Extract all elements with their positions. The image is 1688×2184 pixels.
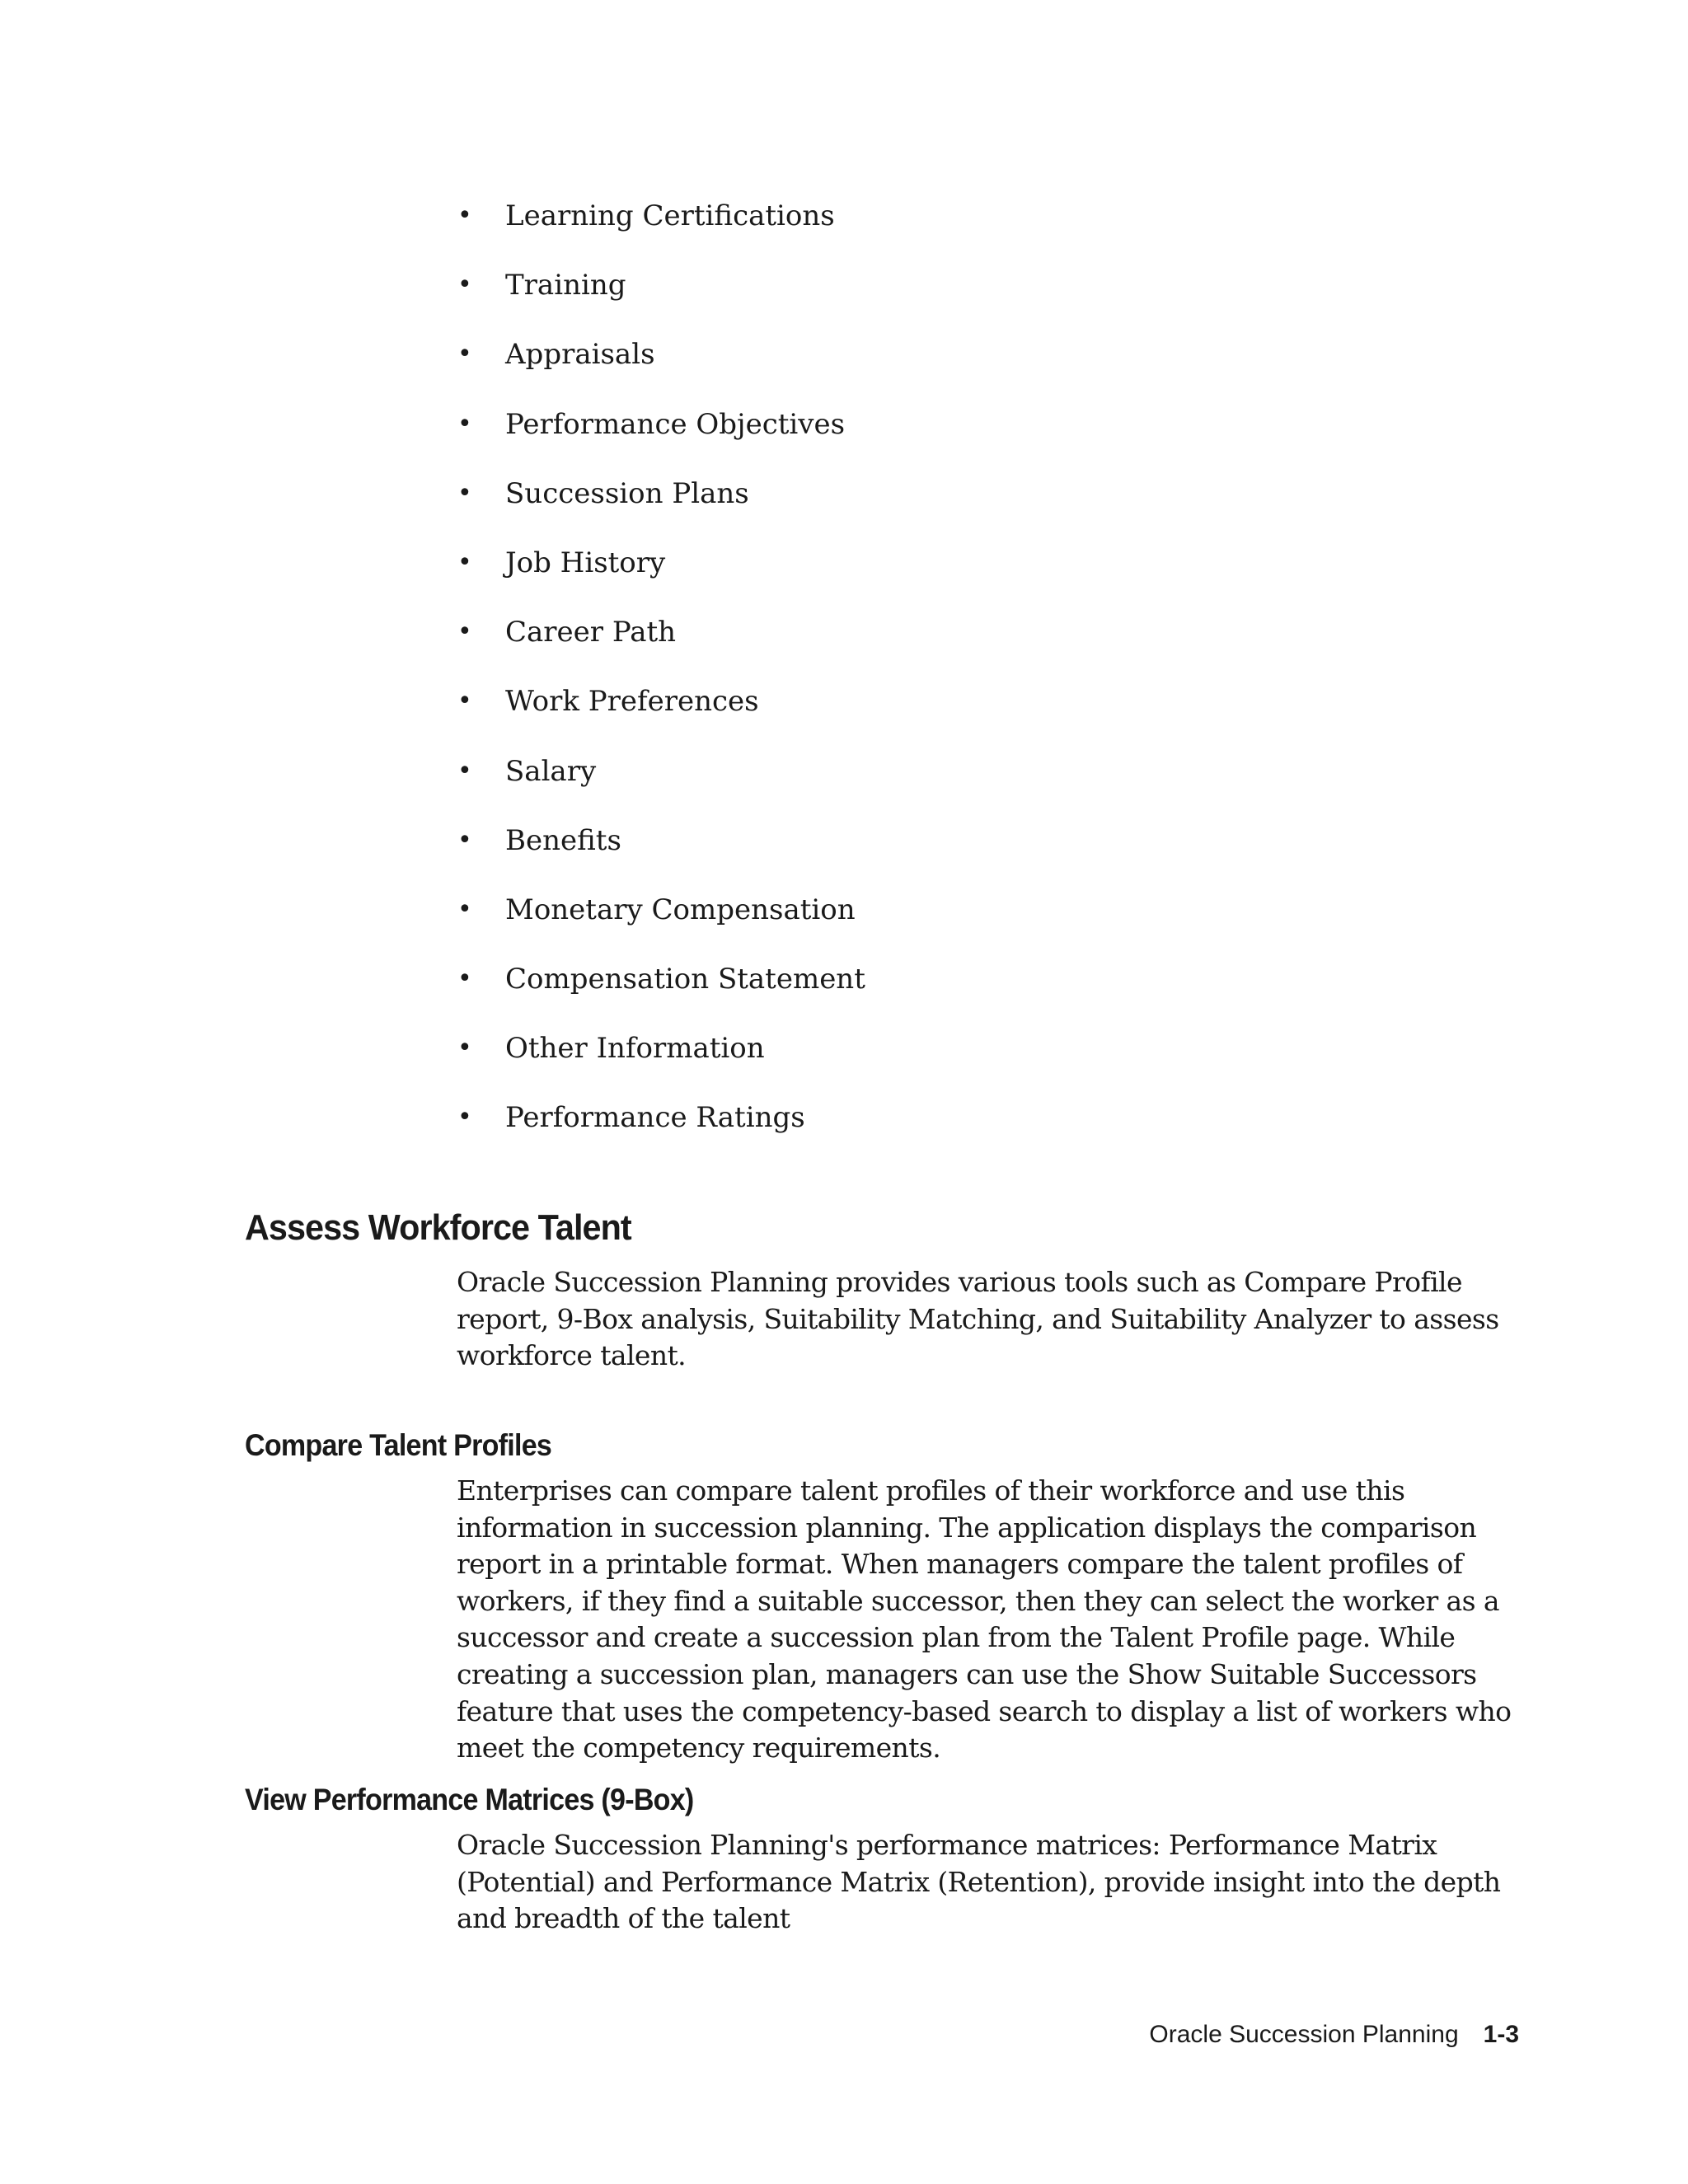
bullet-icon: •: [457, 1103, 472, 1132]
page-number: 1-3: [1483, 2021, 1519, 2048]
list-item-text: Training: [505, 269, 626, 302]
list-item: [457, 264, 865, 333]
page-footer: [1149, 2021, 1519, 2049]
list-item-text: Salary: [505, 754, 597, 788]
list-item: [457, 403, 865, 472]
subheading-compare-talent-profiles: Compare Talent Profiles: [245, 1428, 552, 1462]
bullet-icon: •: [457, 756, 472, 785]
bullet-icon: •: [457, 687, 472, 716]
section-heading-assess-workforce-talent: Assess Workforce Talent: [245, 1207, 631, 1248]
list-item-text: Work Preferences: [505, 685, 759, 719]
list-item-text: Other Information: [505, 1032, 765, 1066]
list-item-text: Monetary Compensation: [505, 893, 856, 926]
list-item: [457, 1027, 865, 1096]
bullet-icon: •: [457, 340, 472, 369]
list-item: [457, 888, 865, 958]
list-item-text: Performance Objectives: [505, 407, 846, 441]
list-item-text: Career Path: [505, 616, 677, 649]
matrices-paragraph: Oracle Succession Planning's performance matrices: Performance Matrix (Potential) and Performance Matrix (Retention), provide insight into the depth and breadth of the talent: [457, 1829, 1501, 1935]
list-item: [457, 680, 865, 749]
list-item: [457, 194, 865, 264]
bullet-icon: •: [457, 478, 472, 508]
bullet-icon: •: [457, 270, 472, 300]
bullet-icon: •: [457, 894, 472, 924]
list-item-text: Benefits: [505, 823, 621, 857]
footer-title: Oracle Succession Planning: [1149, 2021, 1459, 2048]
bullet-icon: •: [457, 547, 472, 577]
bullet-icon: •: [457, 201, 472, 230]
list-item: [457, 333, 865, 402]
list-item-text: Compensation Statement: [505, 963, 865, 996]
list-item: [457, 1096, 865, 1165]
list-item-text: Learning Certifications: [505, 199, 835, 232]
bullet-icon: •: [457, 964, 472, 994]
bullet-icon: •: [457, 1033, 472, 1063]
list-item-text: Performance Ratings: [505, 1101, 805, 1135]
bullet-icon: •: [457, 617, 472, 647]
compare-paragraph: Enterprises can compare talent profiles of their workforce and use this information in succession planning. The application displays the comparison report in a printable format. When managers compare the talent profiles of workers, if they find a suitable successor, then they can select the worker as a successor and create a succession plan from the Talent Profile page. While creating a succession plan, managers can use the Show Suitable Successors feature that uses the competency-based search to display a list of workers who meet the competency requirements.: [457, 1474, 1512, 1765]
list-item: [457, 958, 865, 1027]
list-item: [457, 750, 865, 819]
list-item: [457, 819, 865, 888]
list-item-text: Appraisals: [505, 338, 655, 372]
list-item: [457, 541, 865, 611]
bullet-list: [457, 194, 865, 1166]
list-item: [457, 472, 865, 541]
bullet-icon: •: [457, 409, 472, 438]
assess-paragraph: Oracle Succession Planning provides various tools such as Compare Profile report, 9-Box analysis, Suitability Matching, and Suitability Analyzer to assess workforce talent.: [457, 1266, 1499, 1372]
list-item-text: Job History: [505, 546, 666, 579]
bullet-icon: •: [457, 825, 472, 855]
list-item: [457, 611, 865, 680]
list-item-text: Succession Plans: [505, 476, 749, 510]
subheading-view-performance-matrices: View Performance Matrices (9-Box): [245, 1783, 694, 1816]
